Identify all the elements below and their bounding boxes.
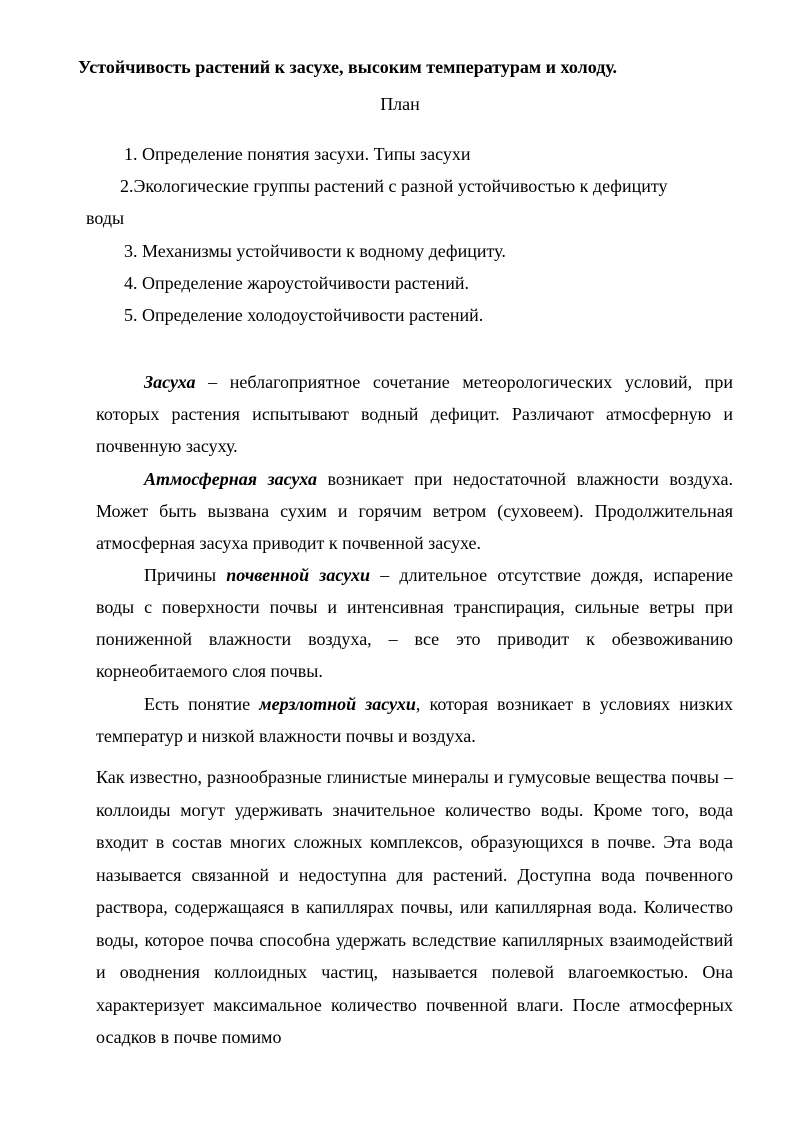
paragraph-text: , которая возникает в условиях низких температур и низкой влажности почвы и воздуха. [96,694,734,746]
paragraph-text: Причины [144,565,227,585]
term-soil-drought: почвенной засухи [226,565,370,585]
paragraph-frost-drought [96,688,733,752]
plan-item-3: 3. Механизмы устойчивости к водному дефициту. [124,241,506,261]
term-frost-drought: мерзлотной засухи [259,694,416,714]
paragraph-text: Есть понятие [144,694,260,714]
paragraph-soil-water [96,761,733,1054]
plan-item-4: 4. Определение жароустойчивости растений. [124,273,469,293]
term-drought: Засуха [144,372,196,392]
paragraph-soil-drought [96,559,733,687]
term-atmospheric-drought: Атмосферная засуха [144,469,317,489]
paragraph-text: Как известно, разнообразные глинистые минералы и гумусовые вещества почвы – коллоиды могут удерживать значительное количество воды. Кроме того, вода входит в состав многих сложных комплексов, образующихся в почве. Эта вода называется связанной и недоступна для растений. Доступна вода почвенного раствора, содержащаяся в капиллярах почвы, или капиллярная вода. Количество воды, которое почва способна удержать вследствие капиллярных взаимодействий и оводнения коллоидных частиц, называется полевой влагоемкостью. Она характеризует максимальное количество почвенной влаги. После атмосферных осадков в почве помимо [96,767,733,1047]
paragraph-text: – длительное отсутствие дождя, испарение воды с поверхности почвы и интенсивная транспирация, сильные ветры при пониженной влажности воздуха, – все это приводит к обезвоживанию корнеобитаемого слоя почвы. [96,565,734,681]
paragraph-text: – неблагоприятное сочетание метеорологических условий, при которых растения испытывают водный дефицит. Различают атмосферную и почвенную засуху. [96,372,733,456]
plan-heading: План [380,94,420,114]
document-title: Устойчивость растений к засухе, высоким температурам и холоду. [78,57,618,77]
plan-item-2: 2.Экологические группы растений с разной устойчивостью к дефициту [120,176,668,196]
plan-item-5: 5. Определение холодоустойчивости растений. [124,305,484,325]
plan-item-2-continuation: воды [86,208,125,228]
paragraph-atmospheric-drought [96,463,733,559]
paragraph-text: возникает при недостаточной влажности воздуха. Может быть вызвана сухим и горячим ветром (суховеем). Продолжительная атмосферная засуха приводит к почвенной засухе. [96,469,734,553]
plan-item-1: 1. Определение понятия засухи. Типы засухи [124,144,471,164]
paragraph-drought-definition [96,366,733,462]
